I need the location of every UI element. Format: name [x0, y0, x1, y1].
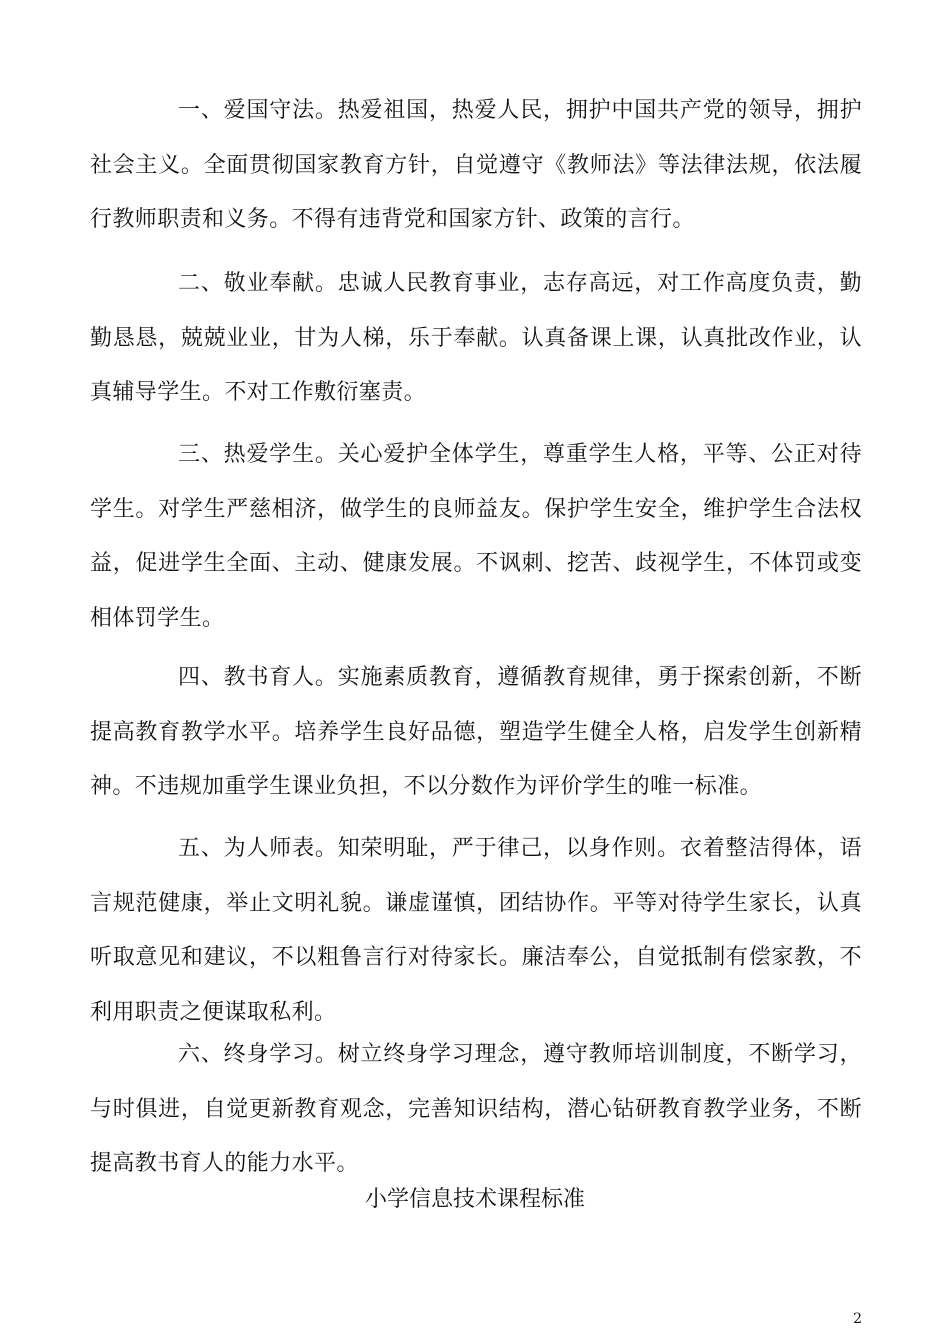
paragraph-4-teaching: 四、教书育人。实施素质教育，遵循教育规律，勇于探索创新，不断提高教育教学水平。培养学生良好品德，塑造学生健全人格，启发学生创新精神。不违规加重学生课业负担，不以分数作为评价学生的唯一标准。	[90, 665, 862, 799]
paragraph-5-role-model: 五、为人师表。知荣明耻，严于律己，以身作则。衣着整洁得体，语言规范健康，举止文明礼貌。谦虚谨慎，团结协作。平等对待学生家长，认真听取意见和建议，不以粗鲁言行对待家长。廉洁奉公，自觉抵制有偿家教，不利用职责之便谋取私利。	[90, 836, 862, 1025]
paragraph-3-love-students: 三、热爱学生。关心爱护全体学生，尊重学生人格，平等、公正对待学生。对学生严慈相济，做学生的良师益友。保护学生安全，维护学生合法权益，促进学生全面、主动、健康发展。不讽刺、挖苦、歧视学生，不体罚或变相体罚学生。	[90, 442, 862, 631]
paragraph-2-dedication: 二、敬业奉献。忠诚人民教育事业，志存高远，对工作高度负责，勤勤恳恳，兢兢业业，甘为人梯，乐于奉献。认真备课上课，认真批改作业，认真辅导学生。不对工作敷衍塞责。	[90, 271, 862, 405]
section-subtitle: 小学信息技术课程标准	[364, 1187, 585, 1212]
paragraph-1-patriotism: 一、爱国守法。热爱祖国，热爱人民，拥护中国共产党的领导，拥护社会主义。全面贯彻国家教育方针，自觉遵守《教师法》等法律法规，依法履行教师职责和义务。不得有违背党和国家方针、政策的言行。	[90, 98, 862, 232]
paragraph-6-lifelong-learning: 六、终身学习。树立终身学习理念，遵守教师培训制度，不断学习，与时俱进，自觉更新教育观念，完善知识结构，潜心钻研教育教学业务，不断提高教书育人的能力水平。	[90, 1042, 862, 1176]
page-number: 2	[853, 1311, 862, 1327]
